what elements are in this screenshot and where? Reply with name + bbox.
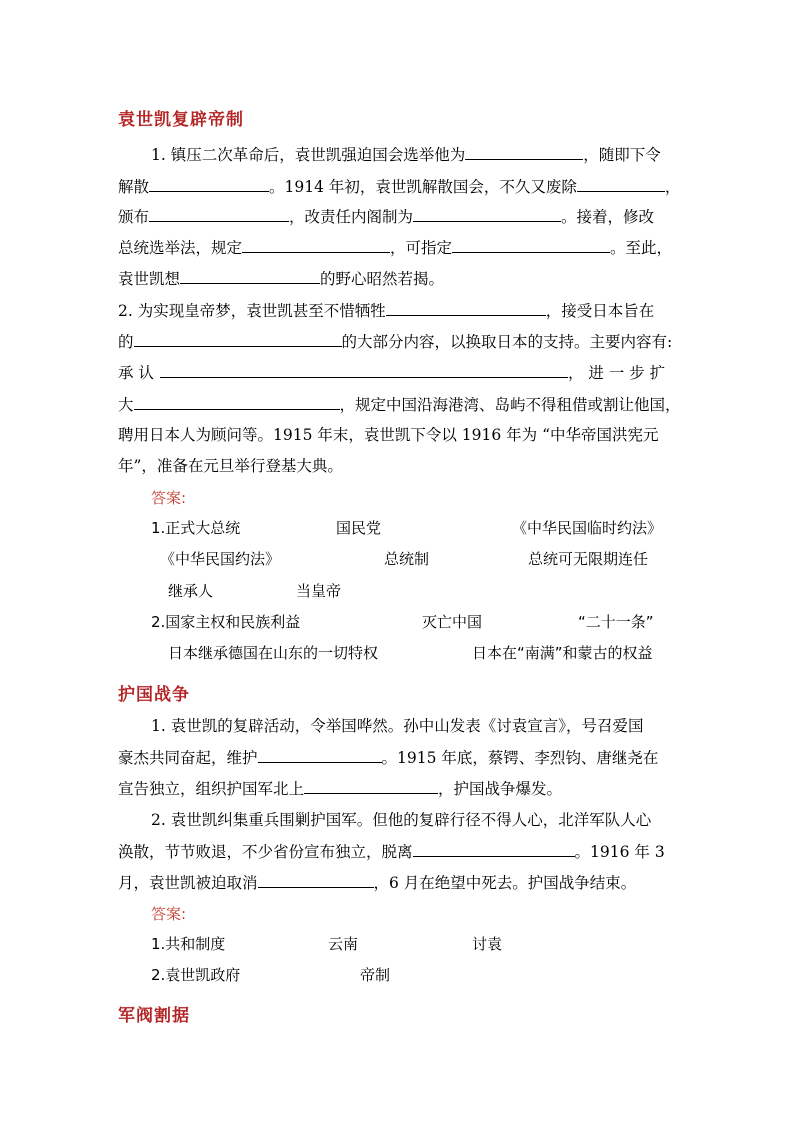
text: 袁世凯想 [118, 270, 181, 288]
fill-blank[interactable] [160, 362, 568, 378]
text: 的大部分内容，以换取日本的支持。主要内容有: [341, 333, 673, 351]
answer-item: 《中华民国约法》 [160, 550, 281, 568]
text: ，6 月在绝望中死去。护国战争结束。 [373, 874, 637, 892]
fill-blank[interactable] [134, 331, 342, 347]
paragraph-line: 年”，准备在元旦举行登基大典。 [118, 457, 343, 475]
text: ， [664, 178, 681, 196]
fill-blank[interactable] [386, 300, 546, 316]
fill-blank[interactable] [258, 747, 382, 763]
fill-blank[interactable] [242, 237, 390, 253]
answer-item: 讨袁 [472, 935, 503, 953]
text: 涣散，节节败退，不少省份宣布独立，脱离 [118, 843, 413, 861]
text: ，改责任内阁制为 [289, 208, 414, 226]
text: ， 进 一 步 扩 [567, 364, 666, 382]
fill-blank[interactable] [180, 268, 320, 284]
answer-item: “二十一条” [578, 613, 654, 631]
text: ，规定中国沿海港湾、岛屿不得租借或割让他国， [339, 396, 681, 414]
paragraph-line [118, 362, 665, 383]
text: 月，袁世凯被迫取消 [118, 874, 258, 892]
paragraph-line [151, 144, 661, 165]
fill-blank[interactable] [413, 206, 561, 222]
paragraph-line: 2. 袁世凯纠集重兵围剿护国军。但他的复辟行径不得人心，北洋军队人心 [151, 811, 652, 829]
paragraph-line [118, 872, 636, 893]
answer-item: 当皇帝 [296, 582, 342, 600]
fill-blank[interactable] [304, 778, 438, 794]
answer-item: 2.国家主权和民族利益 [151, 613, 301, 631]
paragraph-line [118, 300, 654, 321]
answer-item: 继承人 [168, 582, 214, 600]
answer-item: 帝制 [360, 966, 391, 984]
answer-item: 云南 [328, 935, 359, 953]
text: 。至此， [610, 239, 673, 257]
text: 1. 镇压二次革命后，袁世凯强迫国会选举他为 [151, 146, 466, 164]
text: ，随即下令 [583, 146, 661, 164]
fill-blank[interactable] [258, 872, 374, 888]
text: 大 [118, 396, 134, 414]
paragraph-line: 1. 袁世凯的复辟活动，令举国哗然。孙中山发表《讨袁宣言》，号召爱国 [151, 717, 644, 735]
paragraph-line [118, 778, 562, 799]
paragraph-line [118, 394, 681, 415]
text: 的野心昭然若揭。 [320, 270, 445, 288]
answer-item: 《中华民国临时约法》 [512, 519, 663, 537]
fill-blank[interactable] [413, 841, 575, 857]
text: 宣告独立，组织护国军北上 [118, 780, 305, 798]
paragraph-line [118, 206, 654, 227]
answer-item: 灭亡中国 [422, 613, 483, 631]
paragraph-line [118, 268, 444, 289]
answer-item: 日本在“南满”和蒙古的权益 [472, 644, 653, 662]
paragraph-line [118, 331, 672, 352]
paragraph-line [118, 747, 658, 768]
fill-blank[interactable] [577, 176, 665, 192]
fill-blank[interactable] [465, 144, 583, 160]
section-title-protect-nation-war: 护国战争 [118, 685, 190, 705]
text: ，护国战争爆发。 [438, 780, 563, 798]
text: 。接着，修改 [561, 208, 655, 226]
text: 2. 为实现皇帝梦，袁世凯甚至不惜牺牲 [118, 302, 386, 320]
text: 总统选举法，规定 [118, 239, 243, 257]
text: 颁布 [118, 208, 150, 226]
text: 豪杰共同奋起，维护 [118, 749, 258, 767]
answer-item: 日本继承德国在山东的一切特权 [168, 644, 379, 662]
paragraph-line [118, 841, 665, 862]
text: 的 [118, 333, 134, 351]
paragraph-line [118, 237, 672, 258]
text: ，接受日本旨在 [545, 302, 655, 320]
section-title-yuan-restoration: 袁世凯复辟帝制 [118, 110, 244, 130]
answer-label: 答案: [151, 489, 187, 507]
text: 承 认 [118, 364, 154, 382]
text: 。1916 年 3 [574, 843, 665, 861]
answer-item: 总统可无限期连任 [528, 550, 649, 568]
text: 。1914 年初，袁世凯解散国会，不久又废除 [269, 178, 577, 196]
fill-blank[interactable] [149, 206, 289, 222]
fill-blank[interactable] [134, 394, 340, 410]
answer-item: 1.共和制度 [151, 935, 226, 953]
answer-label: 答案: [151, 905, 187, 923]
text: ，可指定 [390, 239, 453, 257]
section-title-warlord-separatism: 军阀割据 [118, 1006, 190, 1026]
answer-item: 1.正式大总统 [151, 519, 241, 537]
text: 解散 [118, 178, 150, 196]
answer-item: 国民党 [336, 519, 382, 537]
fill-blank[interactable] [452, 237, 610, 253]
answer-item: 2.袁世凯政府 [151, 966, 241, 984]
paragraph-line [118, 176, 680, 197]
paragraph-line: 聘用日本人为顾问等。1915 年末，袁世凯下令以 1916 年为 “中华帝国洪宪元 [118, 426, 659, 444]
answer-item: 总统制 [384, 550, 430, 568]
fill-blank[interactable] [149, 176, 269, 192]
text: 。1915 年底，蔡锷、李烈钧、唐继尧在 [381, 749, 659, 767]
